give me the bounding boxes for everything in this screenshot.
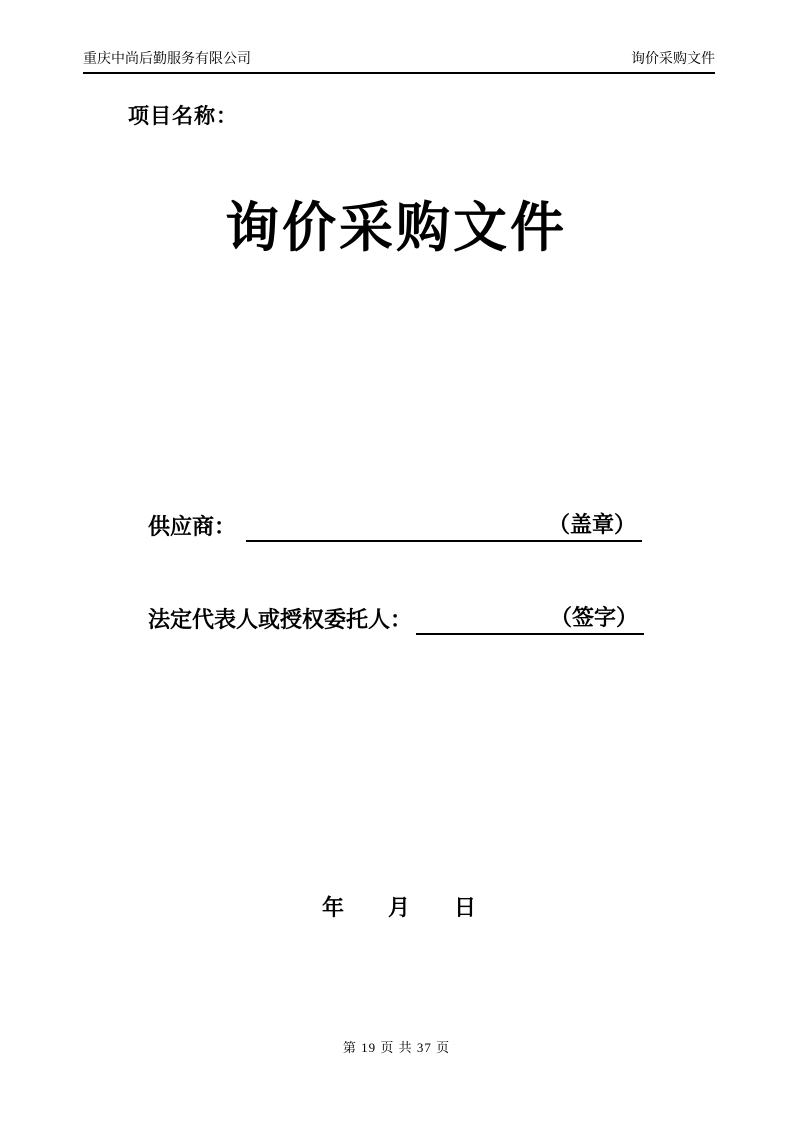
- project-name-label: 项目名称：: [128, 104, 238, 128]
- supplier-row: [148, 511, 642, 542]
- document-title: 询价采购文件: [225, 198, 567, 258]
- supplier-blank-line: [246, 511, 642, 542]
- sign-hint: （签字）: [550, 605, 639, 630]
- seal-hint: （盖章）: [548, 512, 637, 537]
- page-header: [83, 52, 715, 74]
- representative-blank-line: [416, 604, 644, 635]
- page-number: 第 19 页 共 37 页: [342, 1040, 451, 1055]
- supplier-label: 供应商：: [148, 514, 237, 539]
- date-line: 年 月 日: [321, 895, 476, 920]
- representative-row: [148, 604, 644, 635]
- representative-label: 法定代表人或授权委托人：: [148, 607, 413, 632]
- header-company-name: 重庆中尚后勤服务有限公司: [83, 52, 251, 67]
- header-doc-type: 询价采购文件: [631, 52, 715, 67]
